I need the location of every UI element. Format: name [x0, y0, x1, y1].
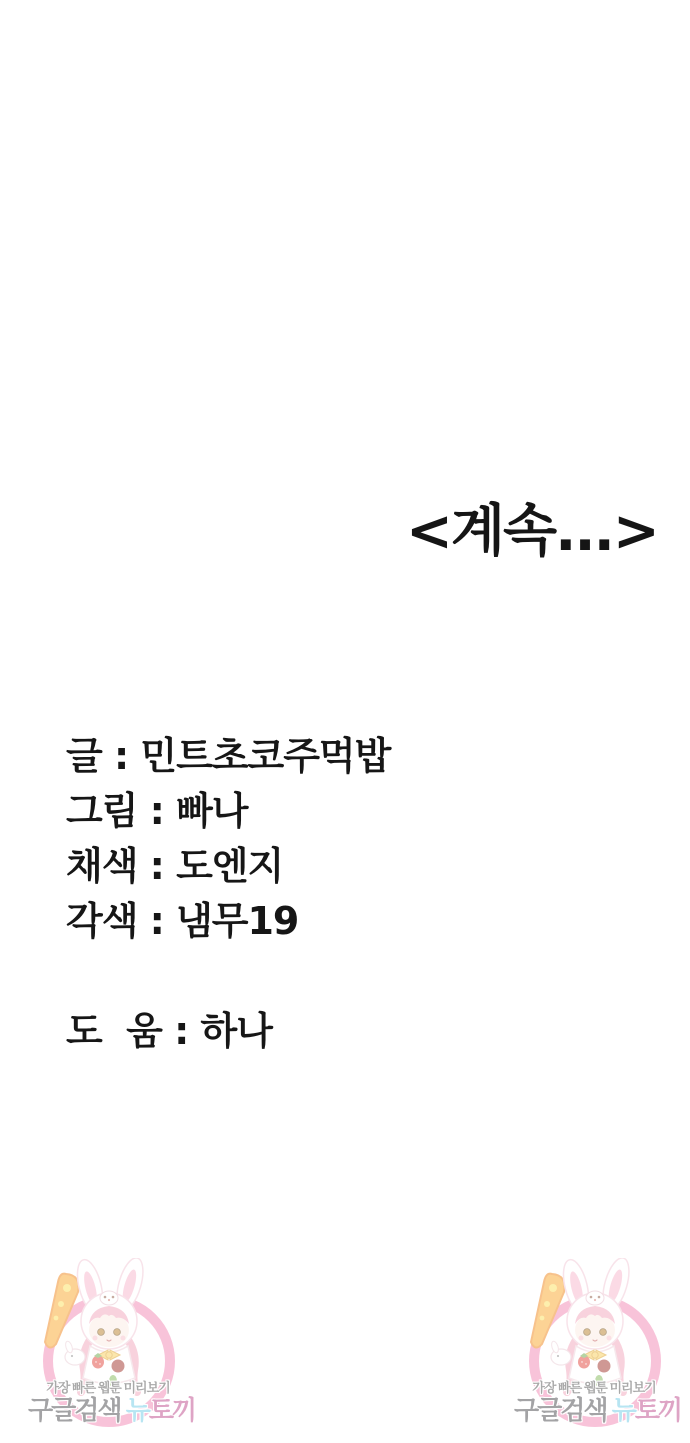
credit-line-writer: 글 : 민트초코주먹밥	[66, 734, 391, 778]
hood-mini-bunny-icon	[586, 1291, 604, 1305]
watermark-search-prefix: 구글검색	[28, 1395, 126, 1425]
mitten	[112, 1360, 125, 1373]
newtoki-watermark-left	[28, 1258, 196, 1443]
watermark-brand-part1: 뉴	[611, 1395, 635, 1425]
credits-block	[66, 729, 390, 1059]
watermark-brand-part2: 토끼	[634, 1395, 682, 1425]
girl-face	[89, 1306, 129, 1347]
credit-line-colorist: 채색 : 도엔지	[66, 844, 284, 888]
credit-line-artist: 그림 : 빠나	[66, 789, 248, 833]
watermark-tagline: 가장 빠른 웹툰 미리보기	[532, 1380, 656, 1395]
watermark-brand-part1: 뉴	[125, 1395, 149, 1425]
hood-mini-bunny-icon	[100, 1291, 118, 1305]
credit-line-adapter: 각색 : 냄무19	[66, 899, 299, 943]
mitten	[598, 1360, 611, 1373]
to-be-continued-text: <계속...>	[406, 499, 658, 564]
newtoki-watermark-right	[514, 1258, 682, 1443]
watermark-brand-text	[514, 1390, 682, 1427]
watermark-brand-part2: 토끼	[148, 1395, 196, 1425]
credit-line-helper: 도 움 : 하나	[66, 1009, 272, 1053]
watermark-brand-text	[28, 1390, 196, 1427]
watermark-tagline: 가장 빠른 웹툰 미리보기	[46, 1380, 170, 1395]
watermark-search-prefix: 구글검색	[514, 1395, 612, 1425]
girl-face	[575, 1306, 615, 1347]
